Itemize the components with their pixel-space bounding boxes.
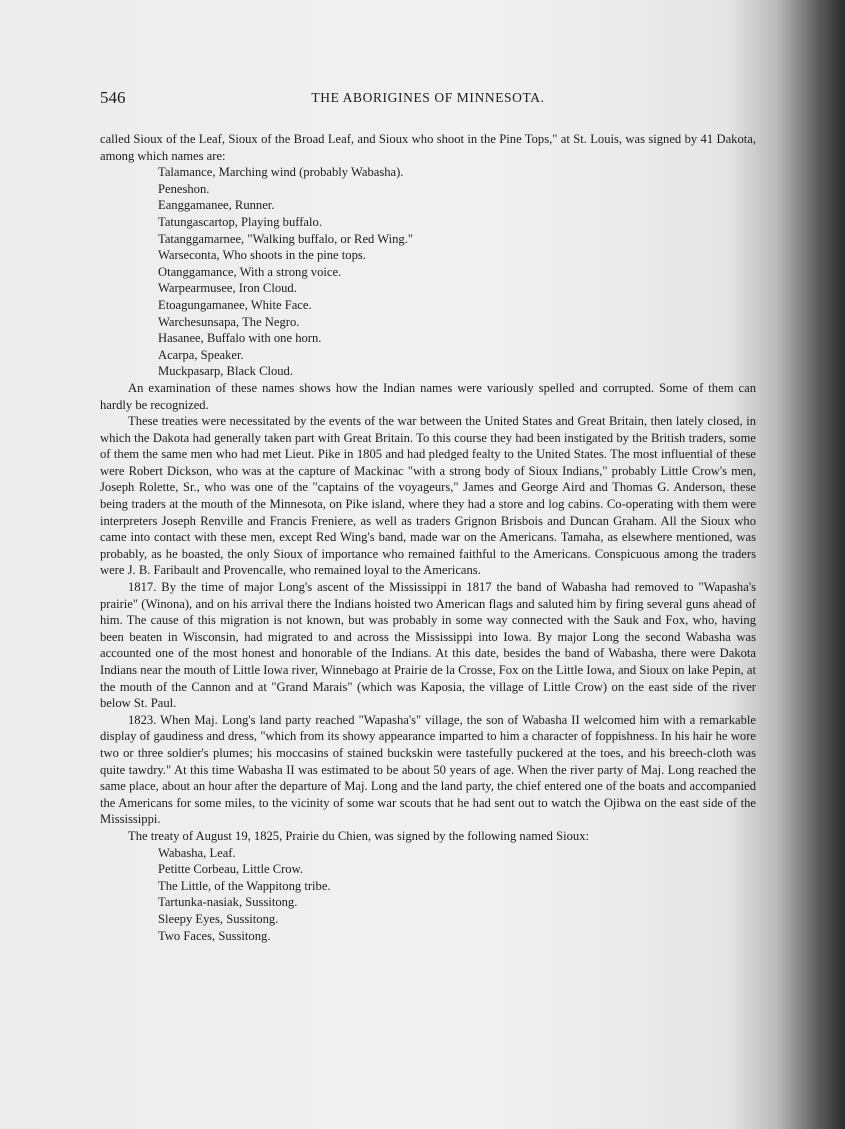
intro-paragraph: called Sioux of the Leaf, Sioux of the Broad Leaf, and Sioux who shoot in the Pine Tops," at St. Louis, was signed by 41 Dakota, among which names are:	[100, 132, 756, 163]
body-text	[100, 131, 756, 944]
list-item: Otanggamance, With a strong voice.	[158, 264, 342, 279]
list-item: Warpearmusee, Iron Cloud.	[158, 281, 297, 296]
paragraph-names-examination: An examination of these names shows how the Indian names were variously spelled and corrupted. Some of them can hardly be recognized.	[100, 380, 756, 412]
list-item: Tatungascartop, Playing buffalo.	[158, 214, 322, 229]
list-item: Warchesunsapa, The Negro.	[158, 314, 300, 329]
page-number: 546	[100, 88, 126, 107]
list-item: Muckpasarp, Black Cloud.	[158, 364, 294, 379]
running-head	[100, 88, 756, 110]
list-item: Two Faces, Sussitong.	[158, 928, 271, 943]
list-item: Wabasha, Leaf.	[158, 845, 236, 860]
signers-list-1815	[100, 164, 756, 380]
list-item: Acarpa, Speaker.	[158, 347, 244, 362]
list-item: Peneshon.	[158, 181, 210, 196]
list-item: Hasanee, Buffalo with one horn.	[158, 331, 322, 346]
signers-list-1825	[100, 845, 756, 945]
list-item: Warseconta, Who shoots in the pine tops.	[158, 248, 366, 263]
list-item: Petitte Corbeau, Little Crow.	[158, 862, 304, 877]
list-item: The Little, of the Wappitong tribe.	[158, 878, 331, 893]
list-item: Eanggamanee, Runner.	[158, 198, 275, 213]
paragraph-1817: 1817. By the time of major Long's ascent of the Mississippi in 1817 the band of Wabasha had removed to "Wapasha's prairie" (Winona), and on his arrival there the Indians hoisted two American flags and saluted him by firing several guns ahead of him. The cause of this migration is not known, but was probably in some way connected with the Sauk and Fox, who, having been beaten in Wisconsin, had migrated to and across the Mississippi into Iowa. By major Long the second Wabasha was accounted one of the most honest and honorable of the Indians. At this date, besides the band of Wabasha, there were Dakota Indians near the mouth of Little Iowa river, Winnebago at Prairie de la Crosse, Fox on the Little Iowa, and Sioux on lake Pepin, at the mouth of the Cannon and at "Grand Marais" (which was Kaposia, the village of Little Crow) on the east side of the river below St. Paul.	[100, 580, 756, 711]
paragraph-treaties: These treaties were necessitated by the events of the war between the United States and Great Britain, then lately closed, in which the Dakota had generally taken part with Great Britain. To this course they had been instigated by the British traders, some of them the same men who had met Lieut. Pike in 1805 and had pledged fealty to the United States. The most influential of these were Robert Dickson, who was at the capture of Mackinac "with a strong body of Sioux Indians," probably Little Crow's men, Joseph Rolette, Sr., who was one of the "captains of the voyageurs," James and George Aird and Thomas G. Anderson, these being traders at the mouth of the Minnesota, on Pike island, where they had a store and log cabins. Co-operating with them were interpreters Joseph Renville and Francis Freniere, as well as traders Grignon Brisbois and Duncan Graham. All the Sioux who came into contact with these men, except Red Wing's band, made war on the Americans. Tamaha, as elsewhere mentioned, was probably, as he boasted, the only Sioux of importance who remained faithful to the Americans. Conspicuous among the traders were J. B. Faribault and Provencalle, who remained loyal to the Americans.	[100, 414, 756, 578]
list-item: Tartunka-nasiak, Sussitong.	[158, 895, 298, 910]
running-title: THE ABORIGINES OF MINNESOTA.	[311, 90, 545, 105]
list-item: Talamance, Marching wind (probably Wabasha).	[158, 165, 404, 180]
list-item: Sleepy Eyes, Sussitong.	[158, 911, 279, 926]
list-item: Etoagungamanee, White Face.	[158, 297, 312, 312]
paragraph-treaty-1825: The treaty of August 19, 1825, Prairie du Chien, was signed by the following named Sioux:	[128, 828, 590, 843]
paragraph-1823: 1823. When Maj. Long's land party reached "Wapasha's" village, the son of Wabasha II welcomed him with a remarkable display of gaudiness and dress, "which from its showy appearance imparted to him a character of foppishness. In his hair he wore two or three soldier's plumes; his moccasins of stained buckskin were tastefully puckered at the toes, and his breech-cloth was quite tawdry." At this time Wabasha II was estimated to be about 50 years of age. When the river party of Maj. Long reached the same place, about an hour after the departure of Maj. Long and the land party, the chief entered one of the boats and accompanied the Americans for some miles, to the vicinity of some war scouts that he had sent out to watch the Ojibwa on the east side of the Mississippi.	[100, 712, 756, 827]
list-item: Tatanggamarnee, "Walking buffalo, or Red Wing."	[158, 231, 414, 246]
